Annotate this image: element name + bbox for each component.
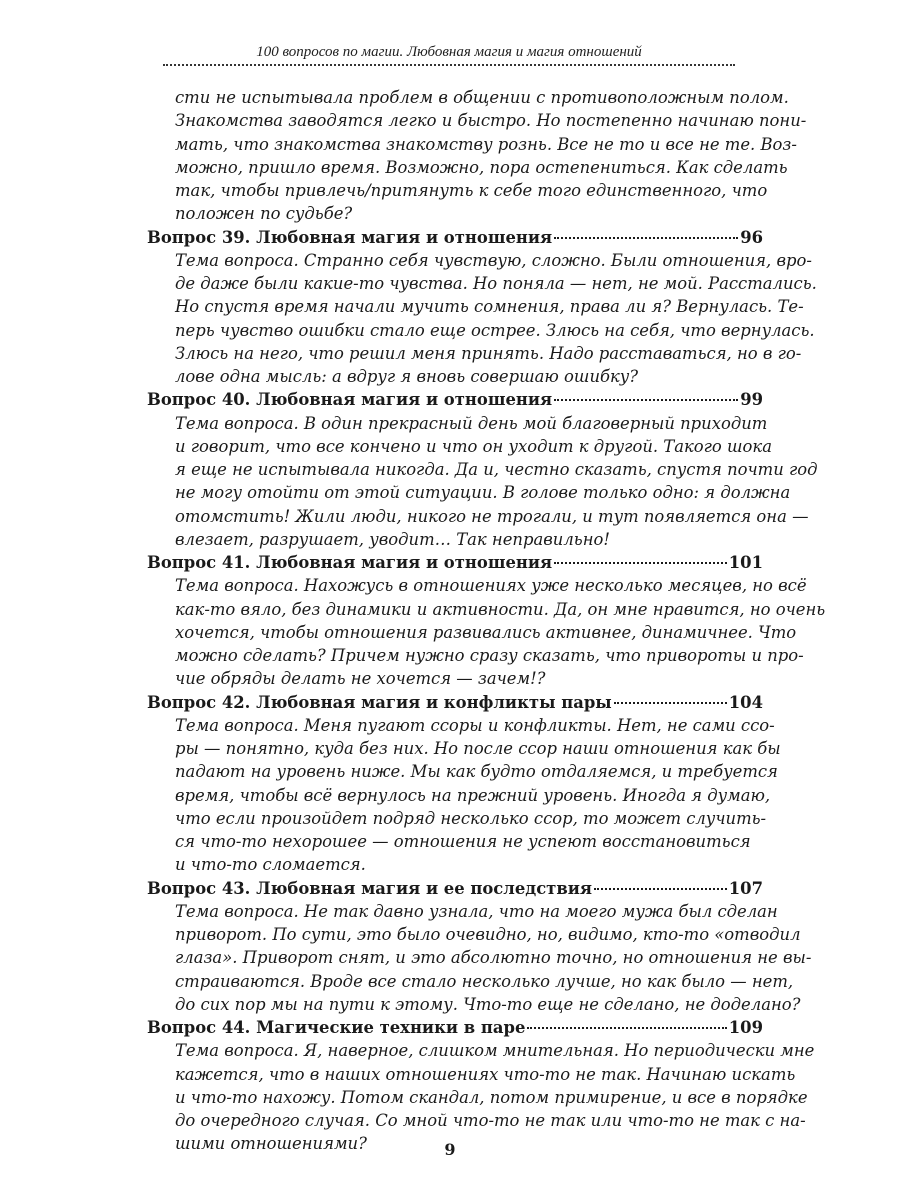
intro-line: Знакомства заводятся легко и быстро. Но постепенно начинаю пони- xyxy=(175,111,807,131)
description-line: ся что-то нехорошее — отношения не успеют восстановиться xyxy=(175,832,751,851)
toc-entry-heading[interactable] xyxy=(147,1016,763,1039)
description-line: до очередного случая. Со мной что-то не так или что-то не так с на- xyxy=(175,1111,806,1130)
description-line: лове одна мысль: а вдруг я вновь совершаю ошибку? xyxy=(175,367,639,386)
description-line: и говорит, что все кончено и что он уходит к другой. Такого шока xyxy=(175,436,772,456)
intro-line: можно, пришло время. Возможно, пора остепениться. Как сделать xyxy=(175,157,788,177)
description-line: шими отношениями? xyxy=(175,1134,367,1154)
toc-entry-heading[interactable] xyxy=(147,226,763,249)
toc-entry-title: Вопрос 44. Магические техники в паре xyxy=(147,1018,526,1037)
description-line: приворот. По сути, это было очевидно, но, видимо, кто-то «отводил xyxy=(175,925,801,944)
toc-entry-heading[interactable] xyxy=(147,388,763,411)
toc-entry-heading[interactable] xyxy=(147,691,763,714)
description-line: что если произойдет подряд несколько ссор, то может случить- xyxy=(175,808,767,828)
toc-entry-heading[interactable] xyxy=(147,877,763,900)
intro-line: мать, что знакомства знакомству рознь. Все не то и все не те. Воз- xyxy=(175,134,797,154)
description-line: Тема вопроса. Я, наверное, слишком мнительная. Но периодически мне xyxy=(175,1041,815,1061)
toc-entry-description xyxy=(147,1039,815,1155)
description-line: и что-то сломается. xyxy=(175,855,366,875)
toc-entry-title: Вопрос 39. Любовная магия и отношения xyxy=(147,227,553,247)
description-line: Тема вопроса. Меня пугают ссоры и конфликты. Нет, не сами ссо- xyxy=(175,715,775,735)
toc-entry-page: 104 xyxy=(728,692,763,712)
description-line: глаза». Приворот снят, и это абсолютно точно, но отношения не вы- xyxy=(175,948,812,968)
running-header: 100 вопросов по магии. Любовная магия и магия отношений xyxy=(256,44,642,60)
description-line: можно сделать? Причем нужно сразу сказать, что привороты и про- xyxy=(175,646,804,665)
toc-entry-description xyxy=(147,714,781,877)
toc-entry-title: Вопрос 42. Любовная магия и конфликты пары xyxy=(147,692,612,712)
toc-entry-title: Вопрос 40. Любовная магия и отношения xyxy=(147,390,553,410)
toc-entry-description xyxy=(147,900,812,1016)
description-line: не могу отойти от этой ситуации. В голове только одно: я должна xyxy=(175,483,791,503)
toc-entry-page: 107 xyxy=(728,878,763,898)
toc-entry-page: 109 xyxy=(728,1018,763,1037)
toc-entry xyxy=(147,388,818,551)
intro-line: так, чтобы привлечь/притянуть к себе того единственного, что xyxy=(175,181,768,200)
description-line: Тема вопроса. Странно себя чувствую, сложно. Были отношения, вро- xyxy=(175,250,812,270)
dot-leader xyxy=(527,1027,726,1029)
toc-entry-page: 96 xyxy=(740,227,763,247)
description-line: перь чувство ошибки стало еще острее. Злюсь на себя, что вернулась. xyxy=(175,320,815,340)
description-line: и что-то нахожу. Потом скандал, потом примирение, и все в порядке xyxy=(175,1087,808,1107)
toc-entry-page: 99 xyxy=(740,390,763,410)
toc-content xyxy=(147,86,826,1156)
description-line: отомстить! Жили люди, никого не трогали, и тут появляется она — xyxy=(175,506,809,526)
intro-line: положен по судьбе? xyxy=(175,204,353,224)
toc-entry-page: 101 xyxy=(728,553,763,572)
toc-entry-description xyxy=(147,412,818,552)
dot-leader xyxy=(554,562,727,564)
toc-entry xyxy=(147,877,812,1017)
description-line: я еще не испытывала никогда. Да и, честно сказать, спустя почти год xyxy=(175,460,818,479)
toc-entry xyxy=(147,691,781,877)
description-line: влезает, разрушает, уводит… Так неправильно! xyxy=(175,529,610,549)
description-line: ры — понятно, куда без них. Но после ссор наши отношения как бы xyxy=(175,739,781,758)
toc-entry-title: Вопрос 43. Любовная магия и ее последствия xyxy=(147,878,592,898)
description-line: хочется, чтобы отношения развивались активнее, динамичнее. Что xyxy=(175,622,797,642)
toc-entry-description xyxy=(147,574,826,690)
toc-entry xyxy=(147,1016,815,1156)
toc-entry-heading[interactable] xyxy=(147,551,763,574)
description-line: время, чтобы всё вернулось на прежний уровень. Иногда я думаю, xyxy=(175,785,771,805)
description-line: Тема вопроса. В один прекрасный день мой благоверный приходит xyxy=(175,413,768,433)
description-line: Но спустя время начали мучить сомнения, права ли я? Вернулась. Те- xyxy=(175,297,804,317)
description-line: страиваются. Вроде все стало несколько лучше, но как было — нет, xyxy=(175,971,794,991)
intro-description xyxy=(147,86,807,226)
description-line: Тема вопроса. Не так давно узнала, что на моего мужа был сделан xyxy=(175,901,778,921)
toc-entries xyxy=(147,226,826,1156)
intro-line: сти не испытывала проблем в общении с противоположным полом. xyxy=(175,88,789,107)
header-divider xyxy=(163,64,735,66)
description-line: Злюсь на него, что решил меня принять. Надо расставаться, но в го- xyxy=(175,343,802,363)
toc-entry-title: Вопрос 41. Любовная магия и отношения xyxy=(147,553,553,572)
description-line: кажется, что в наших отношениях что-то не так. Начинаю искать xyxy=(175,1064,796,1084)
page-number: 9 xyxy=(444,1140,456,1159)
dot-leader xyxy=(614,702,727,704)
dot-leader xyxy=(594,888,727,890)
toc-entry xyxy=(147,551,826,691)
toc-entry xyxy=(147,226,817,389)
toc-entry-description xyxy=(147,249,817,389)
description-line: как-то вяло, без динамики и активности. Да, он мне нравится, но очень xyxy=(175,599,826,619)
description-line: Тема вопроса. Нахожусь в отношениях уже несколько месяцев, но всё xyxy=(175,576,807,596)
description-line: падают на уровень ниже. Мы как будто отдаляемся, и требуется xyxy=(175,762,778,782)
description-line: чие обряды делать не хочется — зачем!? xyxy=(175,669,546,689)
description-line: до сих пор мы на пути к этому. Что-то еще не сделано, не доделано? xyxy=(175,994,801,1014)
dot-leader xyxy=(554,237,738,239)
dot-leader xyxy=(554,399,738,401)
description-line: де даже были какие-то чувства. Но поняла — нет, не мой. Расстались. xyxy=(175,274,817,293)
